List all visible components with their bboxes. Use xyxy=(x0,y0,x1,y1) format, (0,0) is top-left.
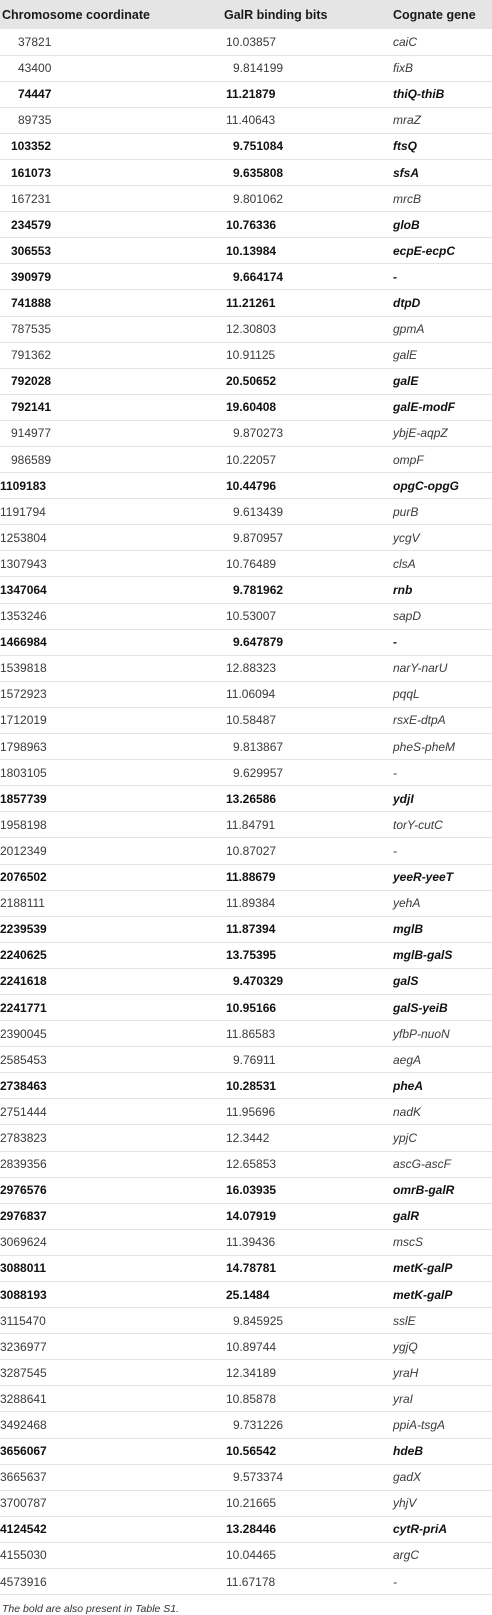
coordinate-cell: 1958198 xyxy=(0,817,47,832)
coordinate-cell: 167231 xyxy=(11,191,52,206)
table-row xyxy=(0,1021,492,1047)
cognate-gene-cell: dtpD xyxy=(393,295,421,310)
cognate-gene-cell: rnb xyxy=(393,583,413,598)
binding-bits-cell: 11.89384 xyxy=(226,896,276,911)
cognate-gene-cell: ycgV xyxy=(393,530,420,545)
cognate-gene-cell: mglB-galS xyxy=(393,948,453,963)
binding-bits-cell: 11.84791 xyxy=(226,817,276,832)
coordinate-cell: 2751444 xyxy=(0,1104,47,1119)
table-footnote: The bold are also present in Table S1. xyxy=(2,1603,180,1615)
binding-bits-cell: 9.647879 xyxy=(233,635,284,650)
binding-bits-cell: 10.22057 xyxy=(226,452,277,467)
binding-bits-cell: 10.76489 xyxy=(226,556,277,571)
cognate-gene-cell: sapD xyxy=(393,609,422,624)
coordinate-cell: 3287545 xyxy=(0,1365,47,1380)
table-row xyxy=(0,107,492,133)
coordinate-cell: 2976576 xyxy=(0,1183,47,1198)
coordinate-cell: 43400 xyxy=(18,61,52,76)
binding-bits-cell: 9.76911 xyxy=(233,1052,276,1067)
binding-bits-cell: 16.03935 xyxy=(226,1183,277,1198)
coordinate-cell: 74447 xyxy=(18,87,52,102)
binding-bits-cell: 11.40643 xyxy=(226,113,276,128)
coordinate-cell: 1347064 xyxy=(0,583,47,598)
table-row xyxy=(0,577,492,603)
binding-bits-cell: 9.470329 xyxy=(233,974,284,989)
binding-bits-cell: 9.781962 xyxy=(233,583,284,598)
table-row xyxy=(0,916,492,942)
binding-bits-cell: 10.56542 xyxy=(226,1444,277,1459)
binding-bits-cell: 11.39436 xyxy=(226,1235,276,1250)
table-row xyxy=(0,212,492,238)
table-row xyxy=(0,1229,492,1255)
binding-bits-cell: 10.04465 xyxy=(226,1548,277,1563)
coordinate-cell: 3492468 xyxy=(0,1418,47,1433)
table-row xyxy=(0,786,492,812)
cognate-gene-cell: thiQ-thiB xyxy=(393,87,445,102)
cognate-gene-cell: - xyxy=(393,843,397,858)
cognate-gene-cell: yraH xyxy=(393,1365,419,1380)
coordinate-cell: 3656067 xyxy=(0,1444,47,1459)
binding-bits-cell: 19.60408 xyxy=(226,400,277,415)
table-row xyxy=(0,968,492,994)
cognate-gene-cell: mglB xyxy=(393,922,423,937)
cognate-gene-cell: gloB xyxy=(393,217,420,232)
cognate-gene-cell: cytR-priA xyxy=(393,1522,448,1537)
table-row xyxy=(0,1542,492,1568)
cognate-gene-cell: mrcB xyxy=(393,191,421,206)
table-row xyxy=(0,342,492,368)
cognate-gene-cell: mraZ xyxy=(393,113,421,128)
coordinate-cell: 2241771 xyxy=(0,1000,47,1015)
coordinate-cell: 2976837 xyxy=(0,1209,47,1224)
table-row xyxy=(0,838,492,864)
table-row xyxy=(0,394,492,420)
table-row xyxy=(0,1464,492,1490)
cognate-gene-cell: omrB-galR xyxy=(393,1183,455,1198)
coordinate-cell: 161073 xyxy=(11,165,52,180)
coordinate-cell: 3069624 xyxy=(0,1235,47,1250)
binding-bits-cell: 13.26586 xyxy=(226,791,277,806)
binding-bits-cell: 11.95696 xyxy=(226,1104,276,1119)
coordinate-cell: 787535 xyxy=(11,322,52,337)
cognate-gene-cell: nadK xyxy=(393,1104,422,1119)
coordinate-cell: 2012349 xyxy=(0,843,47,858)
cognate-gene-cell: galE xyxy=(393,374,419,389)
cognate-gene-cell: opgC-opgG xyxy=(393,478,459,493)
binding-bits-cell: 10.91125 xyxy=(226,348,276,363)
cognate-gene-cell: - xyxy=(393,635,397,650)
cognate-gene-cell: caiC xyxy=(393,34,418,49)
coordinate-cell: 2240625 xyxy=(0,948,47,963)
cognate-gene-cell: galS xyxy=(393,974,419,989)
table-row xyxy=(0,760,492,786)
table-row xyxy=(0,420,492,446)
binding-bits-cell: 14.78781 xyxy=(226,1261,277,1276)
table-row xyxy=(0,1569,492,1595)
cognate-gene-cell: galE xyxy=(393,348,418,363)
coordinate-cell: 3088011 xyxy=(0,1261,47,1276)
coordinate-cell: 792028 xyxy=(11,374,52,389)
cognate-gene-cell: gadX xyxy=(393,1470,422,1485)
cognate-gene-cell: - xyxy=(393,765,397,780)
cognate-gene-cell: sfsA xyxy=(393,165,420,180)
binding-bits-cell: 10.85878 xyxy=(226,1391,277,1406)
binding-bits-cell: 10.58487 xyxy=(226,713,277,728)
coordinate-cell: 2076502 xyxy=(0,870,47,885)
binding-bits-cell: 9.813867 xyxy=(233,739,284,754)
coordinate-cell: 741888 xyxy=(11,295,52,310)
coordinate-cell: 390979 xyxy=(11,269,52,284)
coordinate-cell: 1572923 xyxy=(0,687,47,702)
binding-bits-cell: 13.75395 xyxy=(226,948,277,963)
coordinate-cell: 1466984 xyxy=(0,635,47,650)
table-row xyxy=(0,81,492,107)
cognate-gene-cell: pheA xyxy=(393,1078,423,1093)
coordinate-cell: 986589 xyxy=(11,452,52,467)
table-row xyxy=(0,473,492,499)
table-row xyxy=(0,551,492,577)
binding-bits-cell: 10.87027 xyxy=(226,843,277,858)
coordinate-cell: 791362 xyxy=(11,348,52,363)
binding-bits-cell: 12.88323 xyxy=(226,661,277,676)
table-row xyxy=(0,159,492,185)
cognate-gene-cell: ppiA-tsgA xyxy=(393,1418,446,1433)
cognate-gene-cell: - xyxy=(393,269,397,284)
cognate-gene-cell: rsxE-dtpA xyxy=(393,713,446,728)
table-row xyxy=(0,812,492,838)
table-row xyxy=(0,55,492,81)
table-row xyxy=(0,1047,492,1073)
table-row xyxy=(0,1151,492,1177)
binding-bits-cell: 25.1484 xyxy=(226,1287,270,1302)
cognate-gene-cell: ygjQ xyxy=(393,1339,418,1354)
table-body xyxy=(0,29,492,1595)
table-row xyxy=(0,890,492,916)
coordinate-cell: 792141 xyxy=(11,400,52,415)
cognate-gene-cell: ecpE-ecpC xyxy=(393,243,456,258)
cognate-gene-cell: yehA xyxy=(393,896,421,911)
cognate-gene-cell: ydjI xyxy=(393,791,414,806)
coordinate-cell: 2390045 xyxy=(0,1026,47,1041)
cognate-gene-cell: ascG-ascF xyxy=(393,1157,452,1172)
cognate-gene-cell: narY-narU xyxy=(393,661,448,676)
binding-bits-cell: 10.53007 xyxy=(226,609,277,624)
coordinate-cell: 89735 xyxy=(18,113,52,128)
table-row xyxy=(0,1360,492,1386)
cognate-gene-cell: yeeR-yeeT xyxy=(393,870,454,885)
binding-bits-cell: 10.03857 xyxy=(226,34,277,49)
table-row xyxy=(0,186,492,212)
coordinate-cell: 4573916 xyxy=(0,1574,47,1589)
cognate-gene-cell: metK-galP xyxy=(393,1261,453,1276)
binding-bits-cell: 12.34189 xyxy=(226,1365,277,1380)
cognate-gene-cell: ybjE-aqpZ xyxy=(393,426,448,441)
table-row xyxy=(0,29,492,55)
coordinate-cell: 1253804 xyxy=(0,530,47,545)
table-row xyxy=(0,734,492,760)
table-row xyxy=(0,603,492,629)
cognate-gene-cell: aegA xyxy=(393,1052,422,1067)
binding-bits-cell: 9.751084 xyxy=(233,139,284,154)
binding-bits-cell: 12.65853 xyxy=(226,1157,277,1172)
header-chromosome-coordinate: Chromosome coordinate xyxy=(2,7,150,22)
binding-bits-cell: 9.870273 xyxy=(233,426,284,441)
binding-bits-cell: 11.86583 xyxy=(226,1026,276,1041)
cognate-gene-cell: metK-galP xyxy=(393,1287,453,1302)
cognate-gene-cell: ftsQ xyxy=(393,139,417,154)
table-row xyxy=(0,1203,492,1229)
coordinate-cell: 3115470 xyxy=(0,1313,46,1328)
binding-bits-cell: 9.664174 xyxy=(233,269,284,284)
cognate-gene-cell: hdeB xyxy=(393,1444,423,1459)
coordinate-cell: 1798963 xyxy=(0,739,47,754)
binding-bits-cell: 14.07919 xyxy=(226,1209,277,1224)
coordinate-cell: 1712019 xyxy=(0,713,47,728)
cognate-gene-cell: purB xyxy=(393,504,419,519)
table-row xyxy=(0,629,492,655)
binding-bits-cell: 9.613439 xyxy=(233,504,284,519)
coordinate-cell: 3236977 xyxy=(0,1339,47,1354)
cognate-gene-cell: pheS-pheM xyxy=(393,739,456,754)
table-row xyxy=(0,290,492,316)
binding-bits-cell: 9.801062 xyxy=(233,191,284,206)
coordinate-cell: 103352 xyxy=(11,139,52,154)
table-row xyxy=(0,368,492,394)
cognate-gene-cell: pqqL xyxy=(393,687,420,702)
table-row xyxy=(0,1073,492,1099)
table-row xyxy=(0,681,492,707)
table-row xyxy=(0,1125,492,1151)
binding-bits-cell: 11.67178 xyxy=(226,1574,276,1589)
header-row xyxy=(0,0,492,29)
table-row xyxy=(0,1490,492,1516)
coordinate-cell: 1191794 xyxy=(0,504,46,519)
table-row xyxy=(0,1334,492,1360)
coordinate-cell: 37821 xyxy=(18,34,52,49)
table-row xyxy=(0,316,492,342)
binding-bits-cell: 11.21879 xyxy=(226,87,276,102)
coordinate-cell: 2783823 xyxy=(0,1130,47,1145)
coordinate-cell: 3665637 xyxy=(0,1470,47,1485)
coordinate-cell: 2839356 xyxy=(0,1157,47,1172)
table-row xyxy=(0,864,492,890)
coordinate-cell: 2738463 xyxy=(0,1078,47,1093)
cognate-gene-cell: - xyxy=(393,1574,397,1589)
coordinate-cell: 2188111 xyxy=(0,896,45,911)
table-row xyxy=(0,1412,492,1438)
cognate-gene-cell: yhjV xyxy=(393,1496,417,1511)
binding-bits-cell: 12.3442 xyxy=(226,1130,270,1145)
binding-bits-cell: 9.870957 xyxy=(233,530,284,545)
binding-bits-cell: 9.629957 xyxy=(233,765,284,780)
binding-bits-cell: 9.731226 xyxy=(233,1418,284,1433)
cognate-gene-cell: fixB xyxy=(393,61,414,76)
coordinate-cell: 2239539 xyxy=(0,922,47,937)
table-row xyxy=(0,1438,492,1464)
table-row xyxy=(0,525,492,551)
coordinate-cell: 1539818 xyxy=(0,661,47,676)
header-galr-binding-bits: GalR binding bits xyxy=(224,7,328,22)
binding-bits-cell: 9.573374 xyxy=(233,1470,284,1485)
cognate-gene-cell: torY-cutC xyxy=(393,817,443,832)
cognate-gene-cell: clsA xyxy=(393,556,416,571)
table-row xyxy=(0,1308,492,1334)
binding-bits-cell: 9.845925 xyxy=(233,1313,284,1328)
table-row xyxy=(0,1177,492,1203)
coordinate-cell: 2241618 xyxy=(0,974,47,989)
binding-bits-cell: 10.13984 xyxy=(226,243,277,258)
binding-bits-cell: 10.76336 xyxy=(226,217,277,232)
table-header xyxy=(0,0,492,29)
table-row xyxy=(0,994,492,1020)
coordinate-cell: 4124542 xyxy=(0,1522,47,1537)
cognate-gene-cell: ompF xyxy=(393,452,424,467)
cognate-gene-cell: sslE xyxy=(393,1313,416,1328)
coordinate-cell: 1803105 xyxy=(0,765,47,780)
table-row xyxy=(0,133,492,159)
coordinate-cell: 234579 xyxy=(11,217,52,232)
coordinate-cell: 306553 xyxy=(11,243,52,258)
cognate-gene-cell: gpmA xyxy=(393,322,425,337)
table-row xyxy=(0,238,492,264)
binding-bits-cell: 11.87394 xyxy=(226,922,276,937)
binding-bits-cell: 11.21261 xyxy=(226,295,276,310)
table-row xyxy=(0,1282,492,1308)
cognate-gene-cell: ypjC xyxy=(393,1130,418,1145)
coordinate-cell: 2585453 xyxy=(0,1052,47,1067)
binding-bits-cell: 10.89744 xyxy=(226,1339,277,1354)
binding-bits-cell: 11.88679 xyxy=(226,870,276,885)
cognate-gene-cell: yraI xyxy=(393,1391,414,1406)
binding-bits-cell: 12.30803 xyxy=(226,322,277,337)
binding-bits-cell: 20.50652 xyxy=(226,374,277,389)
binding-bits-cell: 9.814199 xyxy=(233,61,284,76)
coordinate-cell: 1307943 xyxy=(0,556,47,571)
table-row xyxy=(0,942,492,968)
table-row xyxy=(0,707,492,733)
binding-bits-cell: 9.635808 xyxy=(233,165,284,180)
table-row xyxy=(0,655,492,681)
table-row xyxy=(0,499,492,525)
coordinate-cell: 3700787 xyxy=(0,1496,47,1511)
table-row xyxy=(0,447,492,473)
cognate-gene-cell: yfbP-nuoN xyxy=(393,1026,450,1041)
coordinate-cell: 1353246 xyxy=(0,609,47,624)
binding-bits-cell: 10.95166 xyxy=(226,1000,277,1015)
coordinate-cell: 1857739 xyxy=(0,791,47,806)
coordinate-cell: 3288641 xyxy=(0,1391,47,1406)
binding-bits-cell: 10.28531 xyxy=(226,1078,277,1093)
header-cognate-gene: Cognate gene xyxy=(393,7,476,22)
coordinate-cell: 3088193 xyxy=(0,1287,47,1302)
coordinate-cell: 914977 xyxy=(11,426,52,441)
cognate-gene-cell: argC xyxy=(393,1548,420,1563)
binding-bits-cell: 10.21665 xyxy=(226,1496,277,1511)
cognate-gene-cell: galE-modF xyxy=(393,400,455,415)
table-row xyxy=(0,1386,492,1412)
binding-bits-cell: 13.28446 xyxy=(226,1522,277,1537)
cognate-gene-cell: mscS xyxy=(393,1235,423,1250)
coordinate-cell: 4155030 xyxy=(0,1548,47,1563)
table-row xyxy=(0,264,492,290)
cognate-gene-cell: galR xyxy=(393,1209,420,1224)
table-row xyxy=(0,1099,492,1125)
cognate-gene-cell: galS-yeiB xyxy=(393,1000,448,1015)
binding-bits-cell: 11.06094 xyxy=(226,687,276,702)
binding-bits-cell: 10.44796 xyxy=(226,478,277,493)
coordinate-cell: 1109183 xyxy=(0,478,47,493)
table-row xyxy=(0,1516,492,1542)
table-row xyxy=(0,1255,492,1281)
